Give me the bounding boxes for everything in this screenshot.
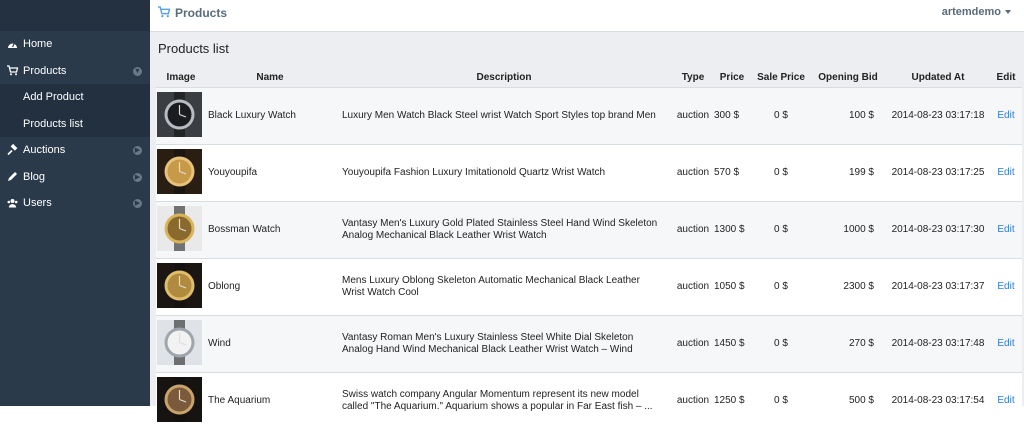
cell-edit [990,201,1022,258]
cell-price: 1250 $ [712,372,752,429]
cell-image [156,201,206,258]
cell-image [156,315,206,372]
cell-type: auction [674,372,712,429]
dashboard-icon [7,39,18,50]
sidebar-item-label: Products [23,64,67,77]
column-header-updated-at: Updated At [911,71,965,83]
cell-name: Wind [206,315,334,372]
sidebar-item-auctions[interactable] [0,137,150,164]
cell-updated-at: 2014-08-23 03:17:25 [886,144,990,201]
cell-opening-bid: 100 $ [810,87,886,144]
cell-edit [990,87,1022,144]
sidebar-item-label: Auctions [23,144,66,157]
column-header-opening-bid: Opening Bid [818,71,878,83]
edit-link[interactable]: Edit [997,167,1015,178]
cell-image [156,87,206,144]
cell-edit [990,258,1022,315]
cell-opening-bid: 270 $ [810,315,886,372]
cell-description: Mens Luxury Oblong Skeleton Automatic Mechanical Black Leather Wrist Watch Cool [334,258,674,315]
sidebar-header [0,0,150,31]
cell-name: The Aquarium [206,372,334,429]
pencil-icon [7,171,18,182]
user-menu[interactable] [942,6,1011,18]
column-header-image: Image [166,71,196,83]
cell-image [156,258,206,315]
cell-name: Oblong [206,258,334,315]
chevron-down-icon: ▼ [134,67,141,75]
cell-type: auction [674,87,712,144]
sidebar-item-blog[interactable] [0,164,150,191]
cell-name: Black Luxury Watch [206,87,334,144]
cell-name: Youyoupifa [206,144,334,201]
username: artemdemo [941,6,1001,18]
cell-sale-price: 0 $ [752,258,810,315]
sidebar-item-users[interactable] [0,190,150,217]
cell-edit [990,372,1022,429]
cell-opening-bid: 500 $ [810,372,886,429]
cell-type: auction [674,315,712,372]
column-header-description: Description [476,71,532,83]
column-header-sale-price: Sale Price [757,71,805,83]
cell-updated-at: 2014-08-23 03:17:30 [886,201,990,258]
sidebar-item-label: Blog [23,170,46,183]
cell-description: Vantasy Roman Men's Luxury Stainless Steel White Dial Skeleton Analog Hand Wind Mechanical Black Leather Wrist Watch – Wind [334,315,674,372]
sidebar-item-home[interactable] [0,31,150,58]
table-row [156,315,1022,372]
cell-sale-price: 0 $ [752,372,810,429]
sidebar-item-label: Users [23,197,52,210]
column-header-name: Name [256,71,284,83]
cart-icon [158,6,170,18]
product-thumbnail [157,149,202,194]
product-thumbnail [157,377,202,422]
edit-link[interactable]: Edit [997,110,1015,121]
products-table [156,68,1022,429]
cell-description: Youyoupifa Fashion Luxury Imitationold Quartz Wrist Watch [334,144,674,201]
cell-updated-at: 2014-08-23 03:17:18 [886,87,990,144]
main-content [150,32,1024,412]
cell-opening-bid: 1000 $ [810,201,886,258]
cell-description: Swiss watch company Angular Momentum represent its new model called "The Aquarium." Aquarium shows a popular in Far East fish – ... [334,372,674,429]
edit-link[interactable]: Edit [997,395,1015,407]
table-row [156,372,1022,429]
cell-price: 300 $ [712,87,752,144]
cell-opening-bid: 199 $ [810,144,886,201]
column-header-edit: Edit [996,71,1016,83]
cell-name: Bossman Watch [206,201,334,258]
cell-sale-price: 0 $ [752,87,810,144]
users-icon [7,198,18,209]
chevron-right-icon: ▶ [134,173,141,181]
product-thumbnail [157,206,202,251]
product-thumbnail [157,263,202,308]
column-header-type: Type [681,71,705,83]
gavel-icon [7,145,18,156]
cell-type: auction [674,258,712,315]
cell-edit [990,144,1022,201]
products-submenu [0,84,150,137]
sidebar-item-products-list[interactable]: Products list [23,117,83,130]
edit-link[interactable]: Edit [997,224,1015,235]
cell-type: auction [674,201,712,258]
chevron-right-icon: ▶ [134,200,141,207]
cart-icon [7,65,18,76]
cell-price: 1300 $ [712,201,752,258]
table-row [156,144,1022,201]
cell-image [156,144,206,201]
cell-sale-price: 0 $ [752,144,810,201]
table-row [156,258,1022,315]
topbar [150,0,1024,32]
chevron-right-icon: ▶ [134,147,141,154]
cell-updated-at: 2014-08-23 03:17:48 [886,315,990,372]
sidebar [0,0,150,406]
cell-price: 1450 $ [712,315,752,372]
table-row [156,87,1022,144]
sidebar-item-products[interactable] [0,58,150,85]
cell-type: auction [674,144,712,201]
edit-link[interactable]: Edit [997,338,1015,349]
page-title: Products [175,6,228,20]
sidebar-item-add-product[interactable]: Add Product [23,91,84,104]
product-thumbnail [157,92,202,137]
cell-image [156,372,206,429]
cell-price: 570 $ [712,144,752,201]
edit-link[interactable]: Edit [997,281,1015,292]
caret-down-icon [1005,10,1011,14]
cell-sale-price: 0 $ [752,315,810,372]
table-header-row [156,68,1022,87]
cell-description: Luxury Men Watch Black Steel wrist Watch Sport Styles top brand Men [334,87,674,144]
section-heading: Products list [158,41,229,56]
cell-updated-at: 2014-08-23 03:17:54 [886,372,990,429]
cell-opening-bid: 2300 $ [810,258,886,315]
column-header-price: Price [719,71,745,83]
cell-sale-price: 0 $ [752,201,810,258]
table-row [156,201,1022,258]
product-thumbnail [157,320,202,365]
cell-edit [990,315,1022,372]
cell-updated-at: 2014-08-23 03:17:37 [886,258,990,315]
sidebar-item-label: Home [23,38,53,51]
cell-price: 1050 $ [712,258,752,315]
cell-description: Vantasy Men's Luxury Gold Plated Stainless Steel Hand Wind Skeleton Analog Mechanical Black Leather Wrist Watch [334,201,674,258]
